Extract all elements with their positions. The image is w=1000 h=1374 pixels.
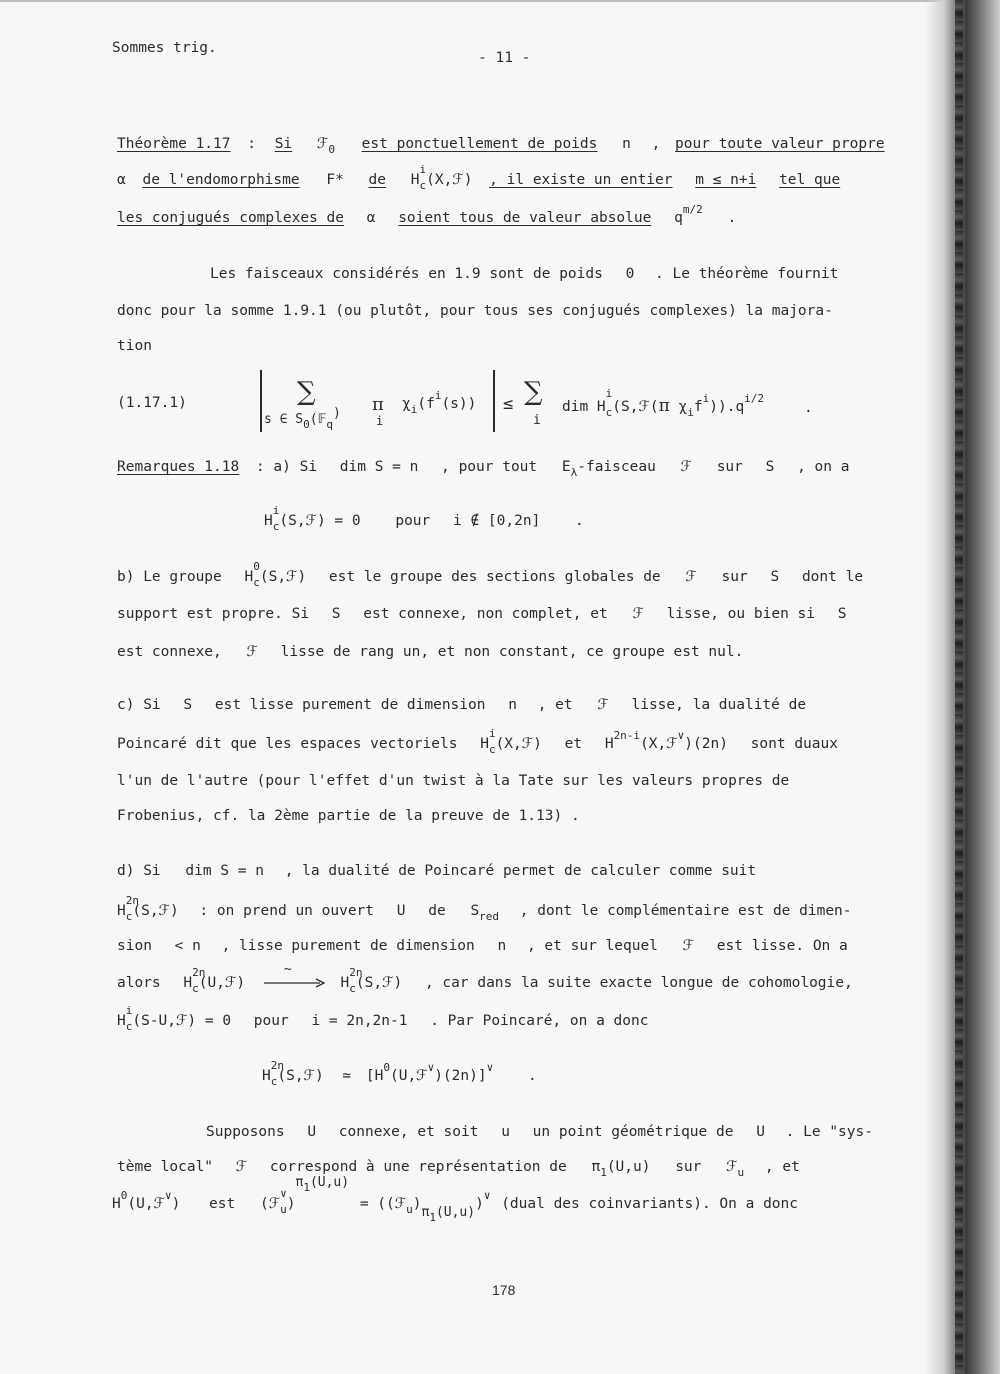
- para1-line-3: tion: [117, 338, 152, 354]
- leq-symbol: ≤: [503, 394, 514, 414]
- theorem-line-2: α de l'endomorphisme F* de H i $_c$(X,ℱ) , il existe un entier m ≤ n+i tel que: [117, 163, 841, 192]
- remarks-line-1: Remarques 1.18 : a) Si dim S = n , pour tout $E_\lambda$-faisceau ℱ sur S , on a: [117, 459, 850, 479]
- scan-binding-edge: [955, 0, 963, 1374]
- para2-line-3: $H^0(U,ℱ^\vee)$ est (ℱ ∨ $_u)\pi_1(U,u)$ = $((ℱ_u)\pi_1(U,u))^\vee$ (dual des coinvariants). On a donc: [112, 1175, 798, 1224]
- sum-index-2: i: [533, 413, 541, 428]
- formula-label: (1.17.1): [117, 395, 187, 411]
- formula-dot: .: [804, 400, 813, 416]
- isomorphism-arrow: ~: [264, 978, 326, 988]
- product-index: i: [376, 414, 384, 428]
- remark-b-line-3: est connexe, ℱ lisse de rang un, et non constant, ce groupe est nul.: [117, 644, 744, 660]
- product-symbol: π: [372, 394, 384, 415]
- remark-b-line-2: support est propre. Si S est connexe, non complet, et ℱ lisse, ou bien si S: [117, 606, 847, 622]
- running-header: Sommes trig.: [112, 40, 217, 56]
- theorem-line-1: Théorème 1.17 : Si ℱ$_0$ est ponctuellement de poids n , pour toute valeur propre: [117, 136, 885, 156]
- page-number: 178: [492, 1282, 516, 1298]
- remark-d-line-2: H 2n $_c$(S,ℱ) : on prend un ouvert U de $S_{red}$ , dont le complémentaire est de dimen-: [117, 894, 852, 923]
- para1-line-2: donc pour la somme 1.9.1 (ou plutôt, pour tous ses conjugués complexes) la majora-: [117, 303, 833, 319]
- scan-top-edge: [0, 0, 1000, 2]
- abs-bar-left: [260, 370, 262, 432]
- remark-d-line-5: H i $_c$(S-U,ℱ) = 0 pour i = 2n,2n-1 . Par Poincaré, on a donc: [117, 1004, 649, 1033]
- abs-bar-right: [493, 370, 495, 432]
- remark-d-line-1: d) Si dim S = n , la dualité de Poincaré permet de calculer comme suit: [117, 863, 757, 879]
- para2-line-2: tème local" ℱ correspond à une représentation de $\pi_1(U,u)$ sur ℱ$_u$ , et: [117, 1159, 800, 1179]
- para2-line-1: Supposons U connexe, et soit u un point géométrique de U . Le "sys-: [206, 1124, 873, 1140]
- sum-symbol-2: ∑: [524, 377, 543, 407]
- remark-c-line-1: c) Si S est lisse purement de dimension n , et ℱ lisse, la dualité de: [117, 697, 807, 713]
- page-folio: - 11 -: [478, 50, 531, 66]
- remarks-label: Remarques 1.18: [117, 459, 240, 475]
- remark-d-line-3: sion < n , lisse purement de dimension n , et sur lequel ℱ est lisse. On a: [117, 938, 848, 954]
- remark-d-line-4: alors H 2n $_c$(U,ℱ) ~ H 2n $_c$(S,ℱ) , car dans la suite exacte longue de cohomologie,: [117, 962, 853, 995]
- remark-d-equation: H 2n $_c$(S,ℱ) ≃ $[H^0(U,ℱ^\vee)(2n)]^\vee$ .: [262, 1059, 537, 1088]
- chi-term: $\chi_i(f^i(s))$: [402, 389, 477, 416]
- sum-index: s ∈ $S_0(𝔽_q)$: [264, 406, 341, 431]
- sum-symbol: ∑: [297, 377, 316, 407]
- dim-term: dim H i $_c$(S,ℱ(π $\chi_if^i)).q^{i/2}$: [562, 387, 765, 419]
- theorem-line-3: les conjugués complexes de α soient tous de valeur absolue $q^{m/2}$ .: [117, 203, 737, 226]
- remark-b-line-1: b) Le groupe H 0 $_c$(S,ℱ) est le groupe des sections globales de ℱ sur S dont le: [117, 560, 864, 589]
- remark-c-line-4: Frobenius, cf. la 2ème partie de la preuve de 1.13) .: [117, 808, 580, 824]
- remark-c-line-3: l'un de l'autre (pour l'effet d'un twist à la Tate sur les valeurs propres de: [117, 773, 790, 789]
- para1-line-1: Les faisceaux considérés en 1.9 sont de poids 0 . Le théorème fournit: [210, 266, 839, 282]
- remark-c-line-2: Poincaré dit que les espaces vectoriels H i $_c$(X,ℱ) et $H^{2n-i}(X,ℱ^\vee)(2n)$ sont duaux: [117, 727, 838, 756]
- right-arrow-icon: [264, 978, 326, 988]
- theorem-label: Théorème 1.17: [117, 136, 231, 152]
- remarks-equation-a: H i $_c$(S,ℱ) = 0 pour i ∉ [0,2n] .: [264, 504, 584, 533]
